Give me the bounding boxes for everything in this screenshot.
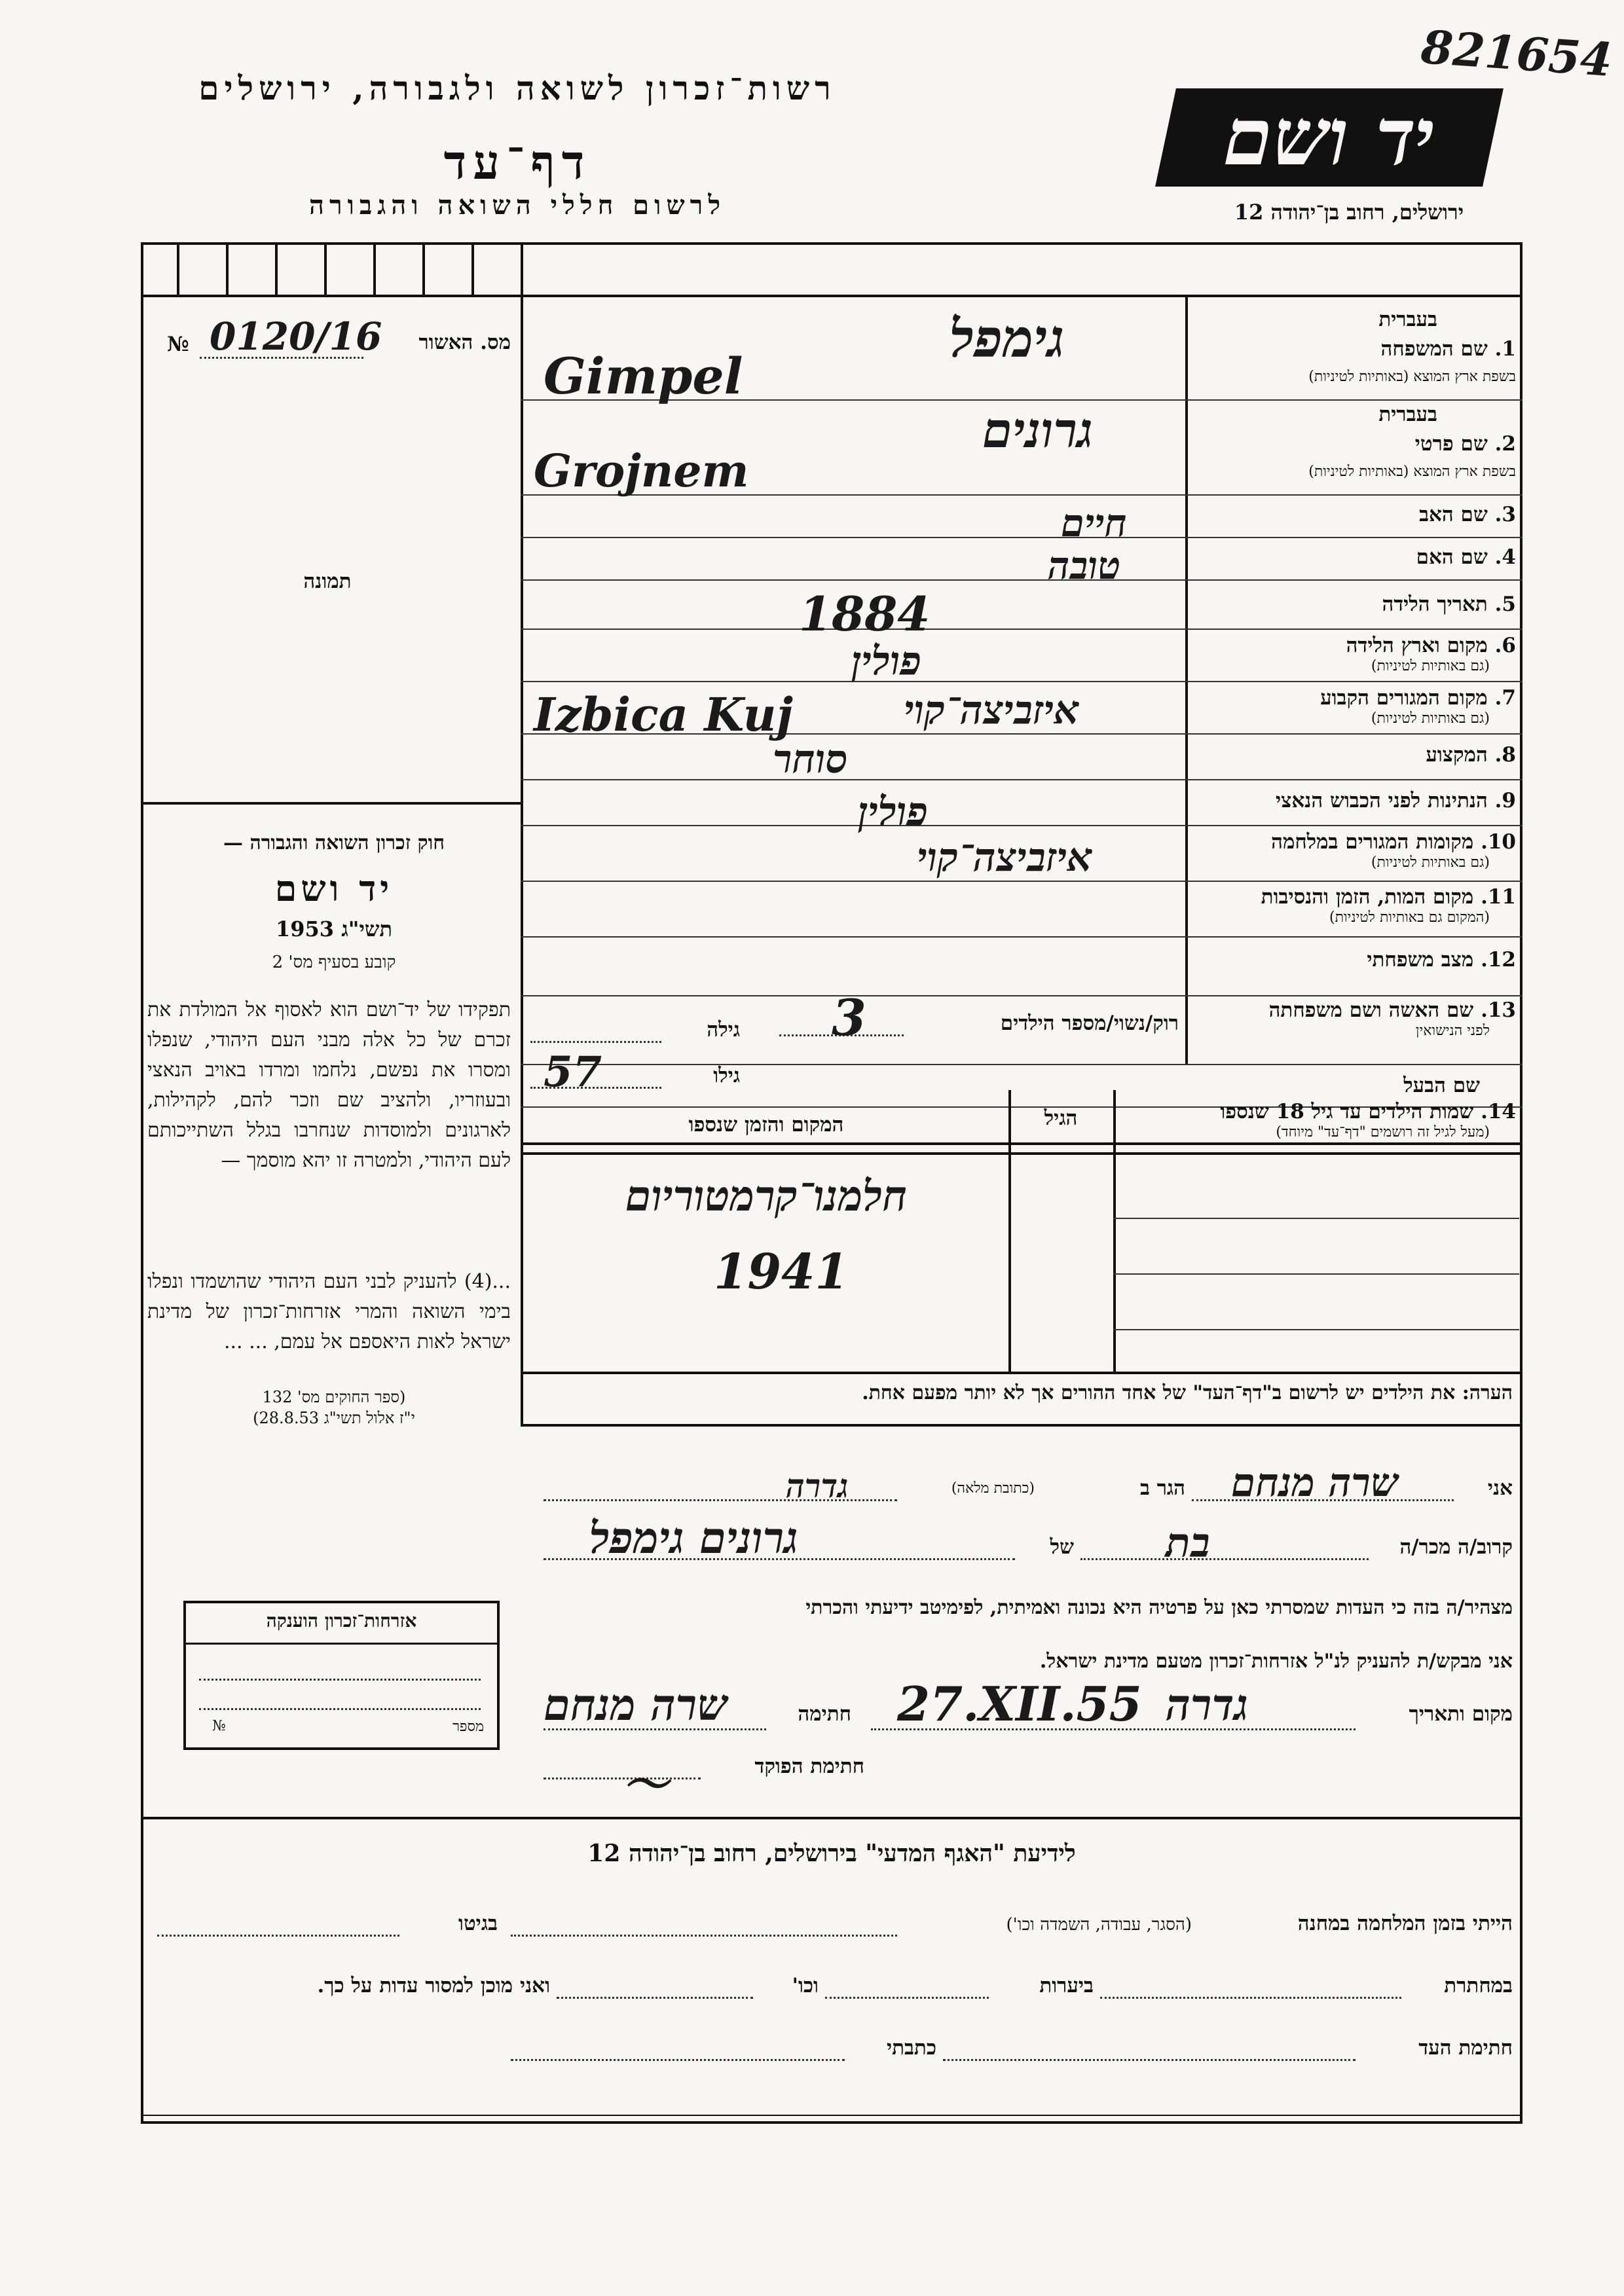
decl-i-am: אני	[1487, 1476, 1513, 1500]
footer-title: לידיעת "האגף המדעי" בירושלים, רחוב בן־יהודה 12	[587, 1840, 1076, 1867]
children-place-value: חלמנו־קרמטוריום	[625, 1172, 908, 1221]
left-column-divider	[521, 242, 523, 1372]
citizenship-title: אזרחות־זכרון הוענקה	[266, 1610, 417, 1631]
form-subtitle: לרשום חללי השואה והגבורה	[308, 190, 726, 221]
law-title: חוק זכרון השואה והגבורה —	[223, 831, 445, 854]
footer-line2-c: וכו'	[792, 1974, 819, 1997]
marital-value: 3	[832, 989, 866, 1047]
children-header: 14. שמות הילדים עד גיל 18 שנספו (מעל לגיל זה רושמים "דף־עד" מיוחד)	[1220, 1100, 1516, 1140]
yad-vashem-logo: יד ושם	[1155, 88, 1504, 187]
marital-label: רוק/נשוי/מספר הילדים	[1000, 1011, 1179, 1035]
decl-relative: קרוב/ה מכר/ה	[1399, 1535, 1513, 1559]
footer-line2-a: במחתרת	[1444, 1974, 1513, 1997]
value-nationality: פולין	[858, 789, 929, 835]
value-residence-hebrew: איזביצה־קוי	[904, 687, 1079, 733]
field-father-name: 3. שם האב	[1419, 503, 1516, 526]
decl-officer-label: חתימת הפוקד	[754, 1755, 864, 1778]
value-wartime-residence: איזביצה־קוי	[917, 835, 1092, 881]
law-name: יד ושם	[274, 867, 394, 909]
law-text-1: תפקידו של יד־ושם הוא לאסוף אל המולדת את זכרם של כל אלה מבני העם היהודי, שנפלו ומסרו את נפשם, נלחמו ומרדו באויב הנאצי ובעוזריו, ולהציב שם וזכר להם, לקהילות, לארגונים ולמוסדות שנחרבו בגלל השתייכותם לעם היהודי, ולמטרה זו יהא מוסמך —	[147, 998, 511, 1172]
children-col-age: הגיל	[1044, 1106, 1078, 1130]
field-birth-place: 6. מקום וארץ הלידה (גם באותיות לטיניות)	[1346, 634, 1516, 674]
photo-label: תמונה	[303, 570, 352, 593]
field-marital-status: 12. מצב משפחתי	[1367, 948, 1516, 972]
field-nationality: 9. הנתינות לפני הכבוש הנאצי	[1276, 789, 1516, 812]
authority-title: רשות־זכרון לשואה ולגבורה, ירושלים	[198, 69, 836, 107]
value-father-name: חיים	[1061, 501, 1127, 545]
field-permanent-residence: 7. מקום המגורים הקבוע (גם באותיות לטיניות)	[1320, 686, 1516, 727]
value-residence-latin: Izbica Kuj	[534, 687, 793, 742]
footer-line1-c: בגיטו	[458, 1912, 498, 1935]
spouse-age-label: גילה	[707, 1018, 740, 1042]
decl-statement: מצהיר/ה בזה כי העדות שמסרתי כאן על פרטיה היא נכונה ואמיתית, לפימיטב ידיעתי והכרתי	[805, 1596, 1513, 1619]
decl-resides: הגר ב	[1139, 1476, 1185, 1500]
decl-name-value: שרה מנחם	[1231, 1460, 1399, 1506]
decl-of-value: גרונים גימפל	[589, 1512, 799, 1563]
value-first-name-latin: Grojnem	[534, 445, 749, 498]
children-col-place: המקום והזמן שנספו	[688, 1113, 844, 1137]
law-text-2: ...(4) להעניק לבני העם היהודי שהושמדו ונפלו בימי השואה והמרי אזרחות־זכרון של מדינת ישראל לאות היאספם אל עמם, ... ...	[147, 1270, 511, 1353]
husband-age-label: גילו	[713, 1064, 740, 1087]
address: ירושלים, רחוב בן־יהודה 12	[1234, 200, 1464, 225]
footer-line3-b: כתבתי	[886, 2036, 936, 2060]
label-column-divider	[1185, 295, 1188, 1064]
decl-place-value: גדרה	[1166, 1679, 1249, 1730]
citizenship-number-label: מספר	[452, 1719, 484, 1735]
officer-signature-mark: 〜	[622, 1757, 668, 1812]
field-death-place: 11. מקום המות, הזמן והנסיבות (המקום גם באותיות לטיניות)	[1261, 885, 1516, 926]
footer-line3-a: חתימת העד	[1418, 2036, 1513, 2060]
decl-date-value: 27.XII.55	[897, 1676, 1142, 1732]
value-family-name-hebrew: גימפל	[950, 308, 1065, 369]
frame-top	[141, 242, 1522, 245]
field-birth-date: 5. תאריך הלידה	[1382, 592, 1516, 616]
value-family-name-latin: Gimpel	[544, 347, 743, 405]
decl-signature-value: שרה מנחם	[544, 1679, 728, 1730]
decl-signature-label: חתימה	[798, 1702, 851, 1726]
approval-no-sign: №	[167, 333, 189, 356]
children-year-value: 1941	[714, 1244, 849, 1300]
husband-age-value: 57	[544, 1048, 602, 1097]
decl-address-value: גדרה	[786, 1467, 849, 1505]
children-note: הערה: את הילדים יש לרשום ב"דף־העד" של אחד ההורים אך לא יותר מפעם אחת.	[862, 1381, 1513, 1404]
decl-request: אני מבקש/ת להעניק לנ"ל אזרחות־זכרון מטעם מדינת ישראל.	[1039, 1650, 1513, 1673]
value-profession: סוחר	[773, 737, 848, 782]
decl-relation-value: בת	[1166, 1519, 1210, 1567]
decl-place-date: מקום ותאריך	[1409, 1702, 1513, 1726]
decl-address-hint: (כתובת מלאה)	[951, 1480, 1035, 1497]
approval-value: 0120/16	[210, 314, 382, 359]
field-wartime-residence: 10. מקומות המגורים במלחמה (גם באותיות לטיניות)	[1271, 830, 1516, 871]
footer-line2-b: ביערות	[1039, 1974, 1094, 1997]
value-mother-name: טובה	[1048, 543, 1121, 588]
footer-line1-b: (הסגר, עבודה, השמדה וכו')	[1006, 1915, 1192, 1935]
field-husband-name: שם הבעל	[1403, 1074, 1480, 1097]
value-first-name-hebrew: גרונים	[982, 403, 1094, 459]
form-title: דף־עד	[443, 134, 591, 190]
field-wife-name: 13. שם האשה ושם משפחתה לפני הנישואין	[1268, 998, 1516, 1039]
law-ref-1: (ספר החוקים מס' 132	[262, 1388, 406, 1406]
law-clause: קובע בסעיף מס' 2	[272, 953, 396, 972]
value-birth-place: פולין	[851, 638, 922, 684]
footer-line2-d: ואני מוכן למסור עדות על כך.	[317, 1974, 550, 1997]
field-mother-name: 4. שם האם	[1416, 545, 1516, 569]
footer-line1-a: הייתי בזמן המלחמה במחנה	[1297, 1912, 1513, 1935]
law-ref-2: י"ז אלול תשי"ג 28.8.53)	[253, 1409, 415, 1427]
citizenship-no-sign: №	[212, 1718, 226, 1734]
field-profession: 8. המקצוע	[1426, 743, 1516, 767]
document-number: 821654	[1419, 19, 1614, 88]
value-birth-date: 1884	[799, 586, 931, 642]
citizenship-box	[183, 1601, 500, 1750]
frame-bottom	[141, 2121, 1522, 2124]
decl-of: של	[1050, 1535, 1074, 1559]
approval-label: מס. האשור	[418, 331, 511, 354]
law-year: תשי"ג 1953	[276, 917, 392, 941]
